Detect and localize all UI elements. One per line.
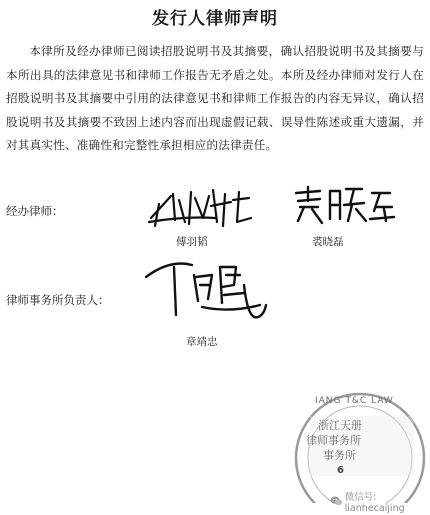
wechat-icon (330, 495, 343, 507)
handling-lawyers-label: 经办律师： (6, 204, 64, 218)
seal-line-1: 浙江天册 (318, 419, 362, 432)
seal-line-2: 律师事务所 (306, 434, 361, 447)
lawyer-1-signature (145, 182, 255, 230)
document-title: 发行人律师声明 (152, 9, 278, 29)
seal-date-fragment: 6 (337, 465, 344, 476)
lawyer-2-signature (290, 183, 400, 229)
firm-head-signature (140, 255, 270, 330)
lawyer-2-name: 裘晓磊 (312, 236, 344, 248)
seal-arc-text: IANG T&C LAW (315, 396, 394, 406)
declaration-paragraph: 本律所及经办律师已阅读招股说明书及其摘要，确认招股说明书及其摘要与本所出具的法律意见书和律师工作报告无矛盾之处。本所及经办律师对发行人在招股说明书及其摘要中引用的法律意见书和律师工作报告的内容无异议，确认招股说明书及其摘要不致因上述内容而出现虚假记载、误导性陈述或重大遗漏，并对其真实性、准确性和完整性承担相应的法律责任。 (6, 44, 424, 152)
seal-line-3: 事务所 (323, 449, 356, 462)
lawyer-1-name: 傅羽韬 (176, 236, 208, 248)
firm-head-name: 章靖忠 (186, 336, 218, 348)
firm-head-label: 律师事务所负责人： (6, 293, 110, 307)
watermark-text: 微信号: lianhecaijing (344, 491, 405, 514)
wechat-watermark (330, 491, 430, 514)
